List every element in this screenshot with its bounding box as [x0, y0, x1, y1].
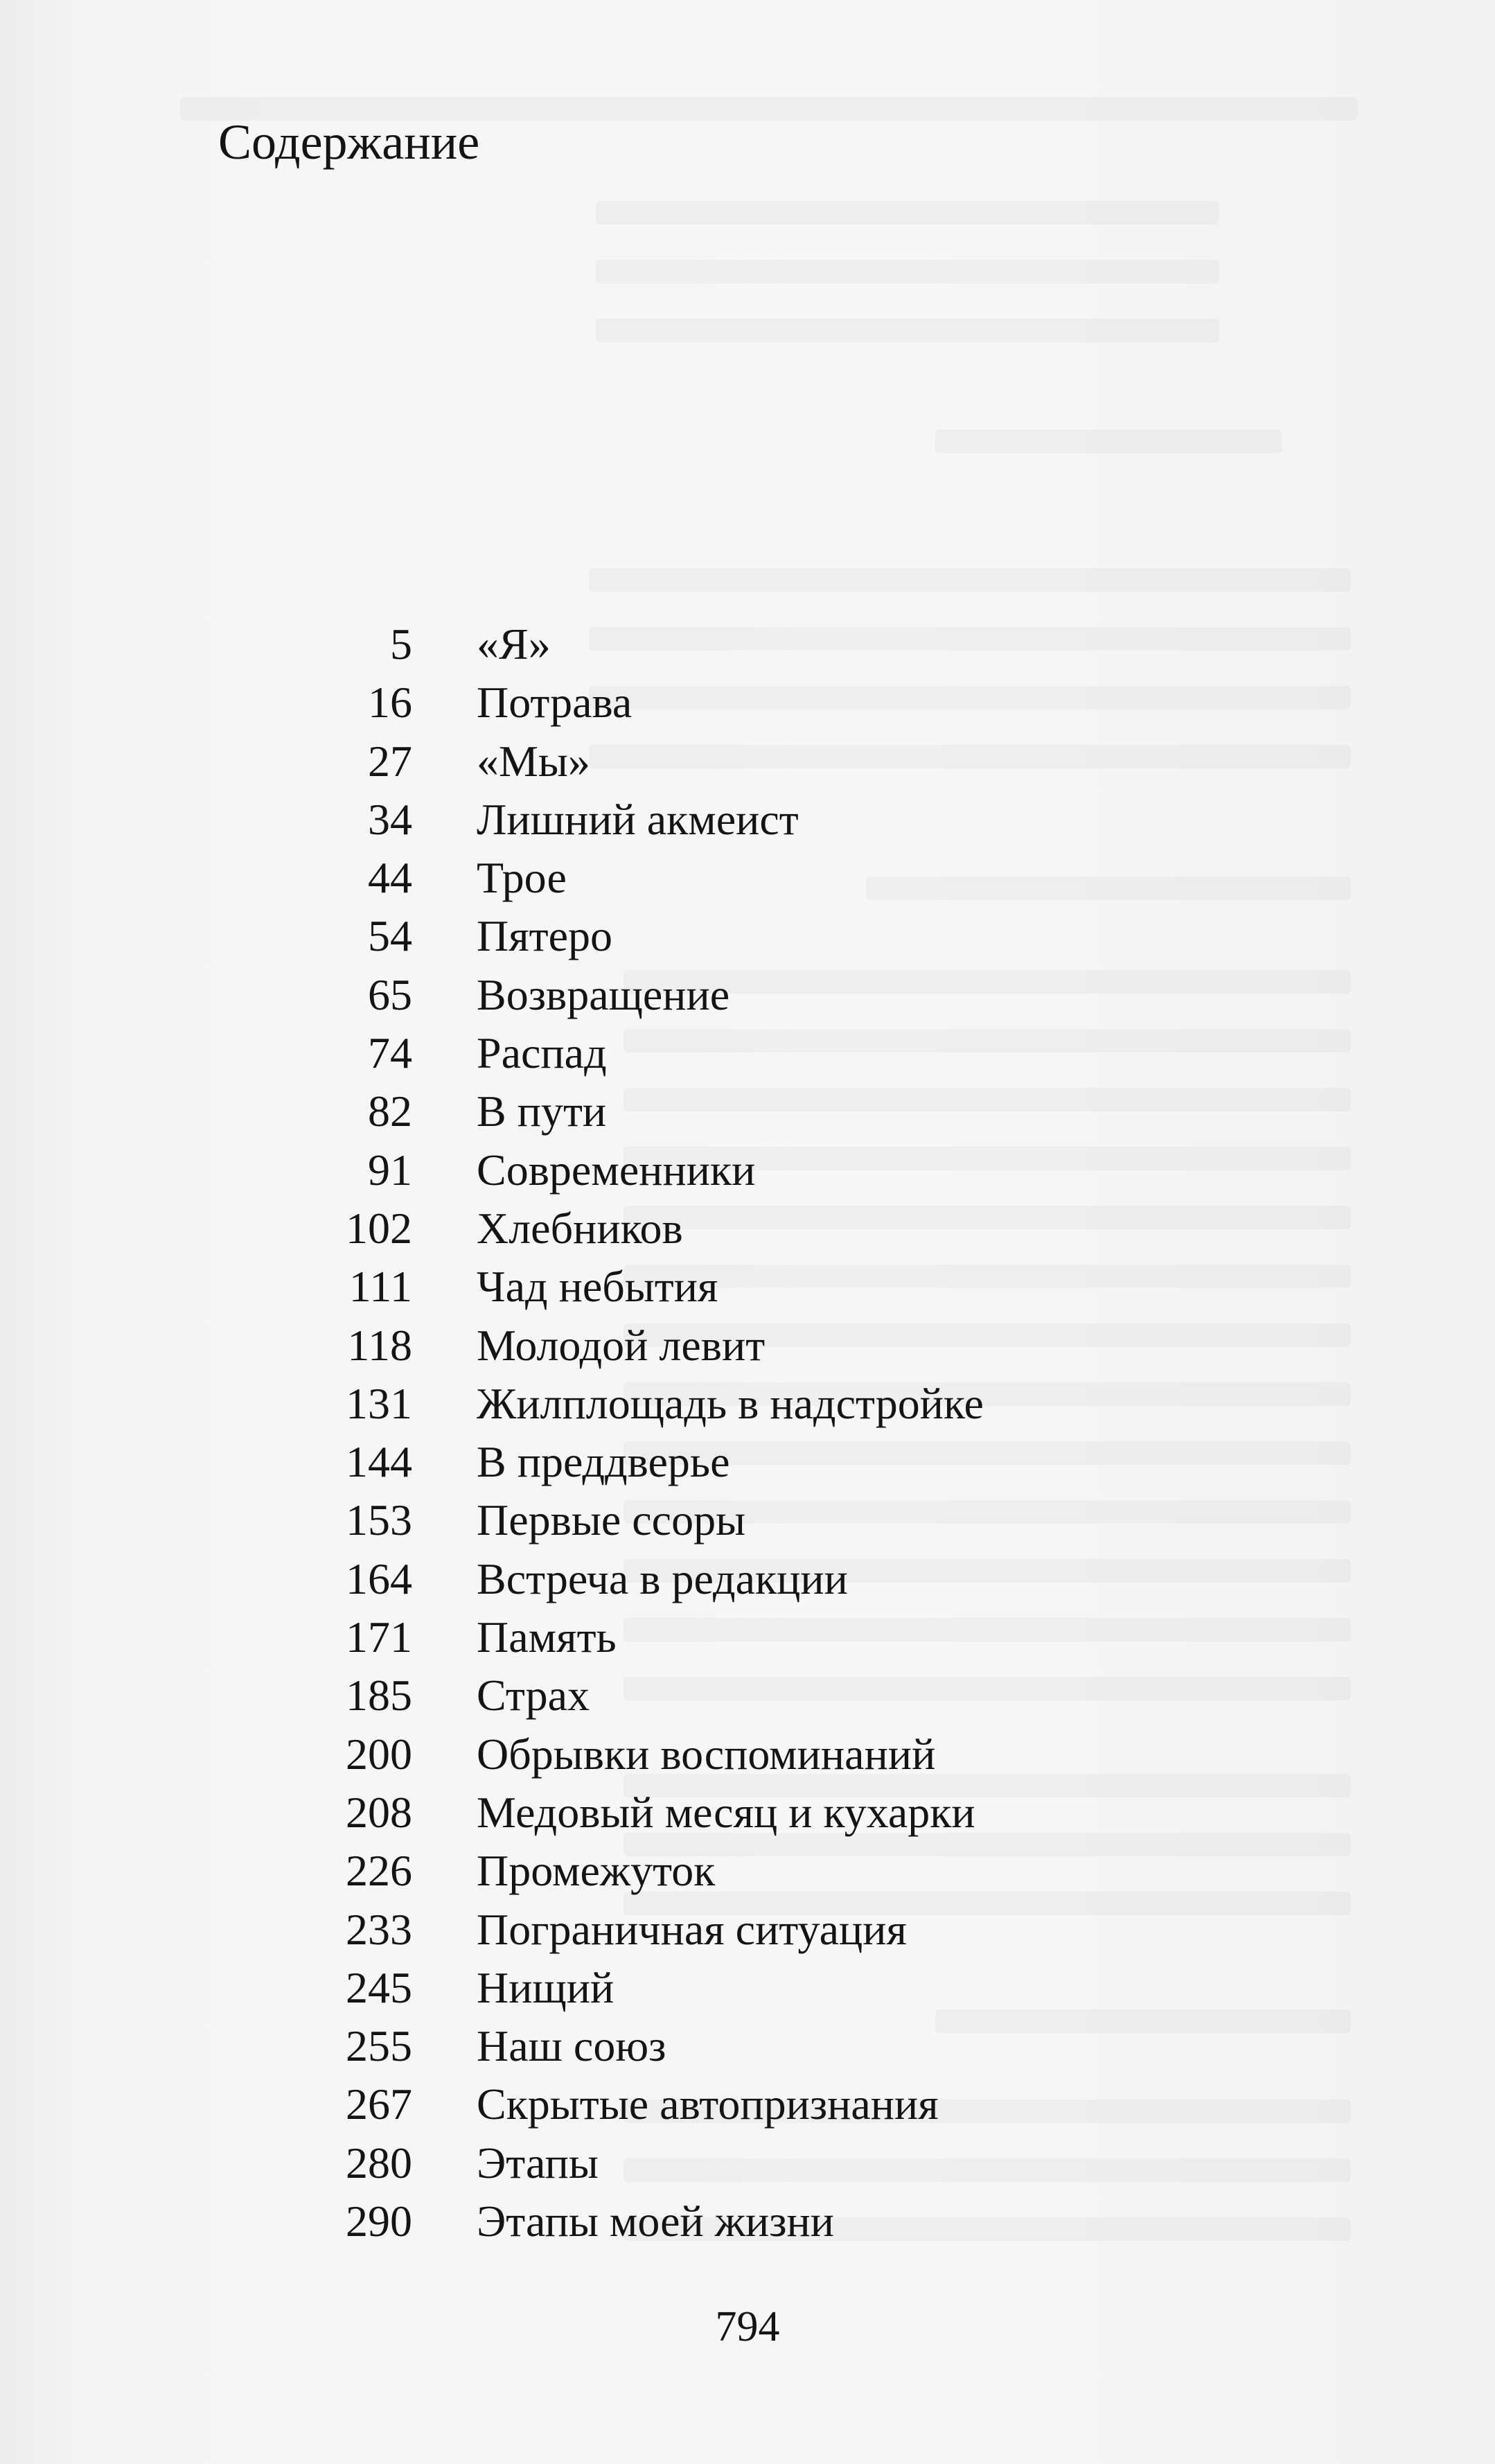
toc-entry [0, 2134, 1495, 2192]
toc-entry-title: Наш союз [477, 2021, 666, 2071]
page-number: 794 [715, 2303, 780, 2350]
table-of-contents [0, 615, 1495, 2251]
toc-entry-page-number: 144 [346, 1437, 412, 1487]
toc-entry-page-number: 34 [368, 794, 412, 844]
toc-entry-page-number: 255 [346, 2021, 412, 2071]
toc-entry-page-number: 102 [346, 1203, 412, 1253]
toc-entry-title: В преддверье [477, 1437, 730, 1487]
toc-entry [0, 1141, 1495, 1199]
toc-entry-page-number: 153 [346, 1495, 412, 1545]
toc-entry [0, 732, 1495, 791]
toc-entry [0, 966, 1495, 1024]
toc-entry-page-number: 131 [346, 1378, 412, 1428]
toc-entry-title: Жилплощадь в надстройке [477, 1378, 984, 1428]
toc-entry-title: Первые ссоры [477, 1495, 746, 1545]
toc-entry-page-number: 233 [346, 1904, 412, 1954]
toc-entry-title: Страх [477, 1671, 590, 1721]
toc-entry [0, 1199, 1495, 1258]
toc-entry [0, 1842, 1495, 1900]
toc-entry-page-number: 111 [348, 1262, 412, 1312]
toc-entry-page-number: 54 [368, 911, 412, 961]
toc-entry-title: Возвращение [477, 969, 730, 1019]
toc-entry-page-number: 245 [346, 1962, 412, 2012]
toc-entry [0, 1082, 1495, 1141]
toc-entry-title: Медовый месяц и кухарки [477, 1787, 975, 1837]
toc-entry-page-number: 5 [390, 619, 412, 669]
toc-entry-page-number: 171 [346, 1612, 412, 1662]
toc-entry-page-number: 290 [346, 2197, 412, 2246]
toc-entry [0, 615, 1495, 674]
toc-entry [0, 1725, 1495, 1784]
toc-entry-page-number: 267 [346, 2079, 412, 2129]
toc-entry-title: «Я» [477, 619, 551, 669]
toc-entry [0, 2192, 1495, 2251]
toc-entry [0, 1959, 1495, 2017]
toc-entry-title: Встреча в редакции [477, 1554, 848, 1603]
toc-entry-page-number: 82 [368, 1086, 412, 1136]
toc-entry [0, 907, 1495, 965]
toc-entry-title: Память [477, 1612, 617, 1662]
toc-entry [0, 1433, 1495, 1491]
toc-entry-title: Молодой левит [477, 1320, 766, 1370]
toc-entry-title: Нищий [477, 1962, 614, 2012]
toc-entry [0, 2075, 1495, 2133]
toc-entry-title: Пятеро [477, 911, 613, 961]
toc-entry-title: Обрывки воспоминаний [477, 1729, 936, 1779]
toc-entry [0, 1666, 1495, 1725]
toc-entry [0, 1608, 1495, 1666]
toc-entry [0, 1901, 1495, 1959]
toc-entry [0, 674, 1495, 732]
toc-entry-title: Потрава [477, 678, 632, 728]
toc-entry-title: Пограничная ситуация [477, 1904, 907, 1954]
toc-entry [0, 1375, 1495, 1433]
toc-entry [0, 2017, 1495, 2075]
toc-entry-title: Этапы моей жизни [477, 2197, 834, 2246]
toc-entry-page-number: 164 [346, 1554, 412, 1603]
toc-entry-page-number: 27 [368, 736, 412, 786]
toc-entry-page-number: 91 [368, 1145, 412, 1195]
toc-entry-title: Хлебников [477, 1203, 683, 1253]
page-heading: Содержание [218, 114, 480, 170]
toc-entry-page-number: 280 [346, 2138, 412, 2188]
toc-entry [0, 1317, 1495, 1375]
toc-entry-page-number: 226 [346, 1846, 412, 1896]
toc-entry [0, 849, 1495, 907]
toc-entry-title: В пути [477, 1086, 607, 1136]
toc-entry-title: Чад небытия [477, 1262, 718, 1312]
toc-entry-title: Распад [477, 1028, 607, 1078]
toc-entry-page-number: 200 [346, 1729, 412, 1779]
toc-entry-title: Лишний акмеист [477, 794, 799, 844]
toc-entry [0, 1491, 1495, 1549]
toc-entry-title: «Мы» [477, 736, 590, 786]
toc-entry [0, 1784, 1495, 1842]
toc-entry-title: Скрытые автопризнания [477, 2079, 939, 2129]
toc-entry-page-number: 74 [368, 1028, 412, 1078]
toc-entry [0, 1024, 1495, 1082]
toc-entry-page-number: 185 [346, 1671, 412, 1721]
toc-entry-page-number: 118 [347, 1320, 412, 1370]
toc-entry-title: Трое [477, 853, 567, 903]
toc-entry [0, 1258, 1495, 1316]
toc-entry-page-number: 65 [368, 969, 412, 1019]
toc-entry-title: Этапы [477, 2138, 599, 2188]
toc-entry-page-number: 208 [346, 1787, 412, 1837]
toc-entry [0, 1550, 1495, 1608]
toc-entry-page-number: 16 [368, 678, 412, 728]
toc-entry [0, 791, 1495, 849]
toc-entry-page-number: 44 [368, 853, 412, 903]
toc-entry-title: Современники [477, 1145, 756, 1195]
toc-entry-title: Промежуток [477, 1846, 716, 1896]
